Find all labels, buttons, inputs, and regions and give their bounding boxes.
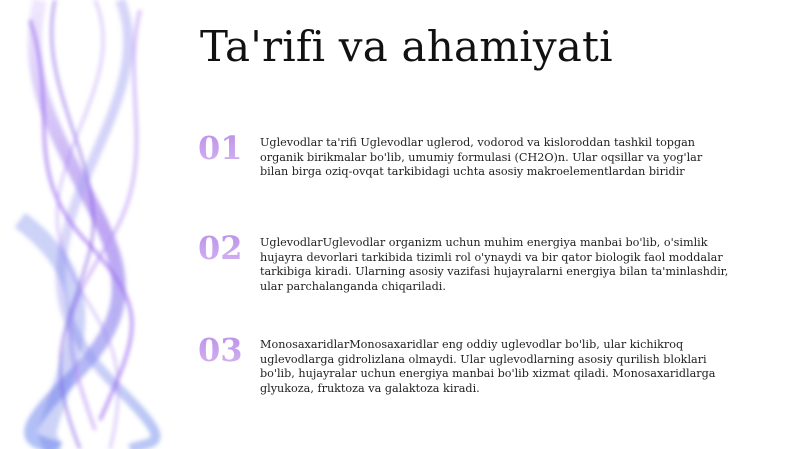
- slide-title: Ta'rifi va ahamiyati: [200, 22, 613, 71]
- item-number: 03: [198, 331, 243, 369]
- item-number: 01: [198, 129, 243, 167]
- item-number: 02: [198, 229, 243, 267]
- item-description: Uglevodlar ta'rifi Uglevodlar uglerod, vodorod va kisloroddan tashkil topgan organik birikmalar bo'lib, umumiy formulasi (CH2O)n. Ular oqsillar va yog'lar bilan birga oziq-ovqat tarkibidagi uchta asosiy makroelementlardan biridir: [260, 136, 703, 179]
- item-description: UglevodlarUglevodlar organizm uchun muhim energiya manbai bo'lib, o'simlik hujayra devorlari tarkibida tizimli rol o'ynaydi va bir qator biologik faol moddalar tarkibiga kiradi. Ularning asosiy vazifasi hujayralarni energiya bilan ta'minlashdir, ular parchalanganda chiqariladi.: [260, 236, 729, 293]
- decorative-smoke-ribbon: [0, 0, 200, 449]
- item-description: MonosaxaridlarMonosaxaridlar eng oddiy uglevodlar bo'lib, ular kichikroq uglevodlarga gidrolizlana olmaydi. Ular uglevodlarning asosiy qurilish bloklari bo'lib, hujayralar uchun energiya manbai bo'lib xizmat qiladi. Monosaxaridlarga glyukoza, fruktoza va galaktoza kiradi.: [260, 338, 716, 395]
